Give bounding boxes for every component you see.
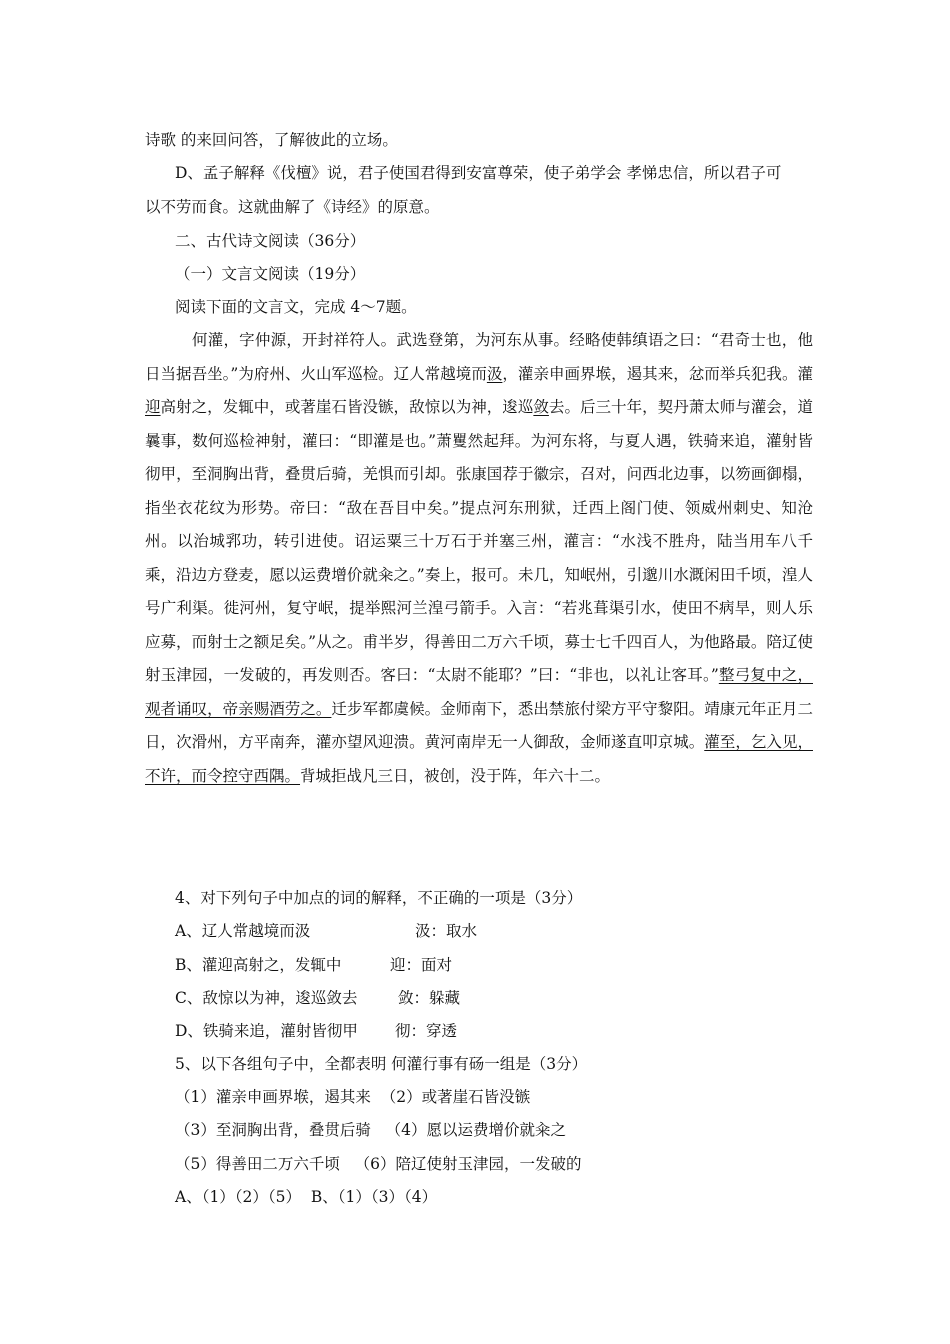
passage-text: 迁步军都虞候。金师南下，悉出禁旅付梁方平守黎阳。靖康元年正月二日，次滑州，方平南奔，灌亦望风迎溃。黄河南岸无一人御敌，金师遂直叩京城。 (145, 699, 813, 751)
option-gloss: 汲：取水 (415, 922, 478, 940)
question-5-choices: A、（1）（2）（5） B、（1）（3）（4） (175, 1188, 438, 1206)
question-5-stem: 5、以下各组句子中，全都表明 何灌行事有砀一组是（3分） (175, 1055, 588, 1073)
passage-text: 背城拒战凡三日，被创，没于阵，年六十二。 (300, 766, 611, 785)
question-4-option-a (175, 921, 310, 941)
passage-text: 去。后三十年，契丹萧太师与灌会，道曩事，数何巡检神射，灌曰：“即灌是也。”萧矍然起拜。为河东将，与夏人遇，铁骑来追，灌射皆彻甲，至洞胸出背，叠贯后骑，羌惧而引却。张康国荐于徽宗，召对，问西北边事，以笏画御榻，指坐衣花纹为形势。帝曰：“敌在吾目中矣。”提点河东刑狱，迁西上阁门使、领威州刺史、知沧州。以治城郛功，转引进使。诏运粟三十万石于并塞三州，灌言：“水浅不胜舟，陆当用车八千乘，沿边方登麦，愿以运费增价就籴之。”奏上，报可。未几，知岷州，引邈川水溉闲田千顷，湟人号广利渠。徙河州，复守岷，提举熙河兰湟弓箭手。入言：“若兆葺渠引水，使田不病旱，则人乐应募，而射士之额足矣。”从之。甫半岁，得善田二万六千顷，募士七千四百人，为他路最。陪辽使射玉津园，一发破的，再发则否。客曰：“太尉不能耶？”曰：“非也，以礼让客耳。” (145, 398, 813, 684)
underlined-sentence-2: 灌至，乞入见，不许，而令控守西隅。 (145, 733, 813, 785)
answer-option-c-continued: 诗歌 的来回问答，了解彼此的立场。 (145, 131, 398, 149)
question-5-row-1: （1）灌亲申画界堠，遏其来 （2）或著崖石皆没镞 (175, 1088, 531, 1106)
reading-instruction: 阅读下面的文言文，完成 4～7题。 (175, 298, 417, 316)
question-4-option-c: C、敌惊以为神，逡巡敛去 (175, 989, 358, 1007)
question-5-row-2: （3）至洞胸出背，叠贯后骑 （4）愿以运费增价就籴之 (175, 1121, 567, 1139)
subsection-heading: （一）文言文阅读（19分） (175, 265, 366, 283)
classical-passage (145, 324, 813, 793)
underlined-sentence-1: 整弓复中之，观者诵叹，帝亲赐酒劳之。 (145, 666, 813, 718)
dotted-word-ji: 汲 (486, 364, 503, 383)
option-gloss: 迎：面对 (390, 956, 453, 974)
dotted-word-lian: 敛 (533, 398, 549, 416)
question-4-option-d: D、铁骑来追，灌射皆彻甲 (175, 1022, 358, 1040)
passage-text: 何灌，字仲源，开封祥符人。武选登第，为河东从事。经略使韩缜语之曰：“君奇士也，他日当据吾坐。”为府州、火山军巡检。辽人常越境而 (145, 331, 813, 383)
passage-text: ，灌亲申画界堠，遏其来，忿而举兵犯我。灌 (502, 364, 813, 383)
question-4-option-b: B、灌迎高射之，发辄中 (175, 956, 342, 974)
passage-text: 高射之，发辄中，或著崖石皆没镞，敌惊以为神，逡巡 (160, 398, 534, 416)
answer-option-d: D、孟子解释《伐檀》说，君子使国君得到安富尊荣，使子弟学会 孝悌忠信，所以君子可 (175, 164, 782, 182)
question-5-row-3: （5）得善田二万六千顷 （6）陪辽使射玉津园，一发破的 (175, 1155, 582, 1173)
question-4-stem: 4、对下列句子中加点的词的解释，不正确的一项是（3分） (175, 889, 583, 907)
option-sentence: A、辽人常越境而汲 (175, 922, 311, 940)
option-gloss: 彻：穿透 (395, 1022, 458, 1040)
dotted-word-ying: 迎 (145, 398, 161, 416)
section-heading: 二、古代诗文阅读（36分） (175, 232, 366, 250)
answer-option-d-continued: 以不劳而食。这就曲解了《诗经》的原意。 (145, 198, 440, 216)
option-gloss: 敛：躲藏 (398, 989, 461, 1007)
